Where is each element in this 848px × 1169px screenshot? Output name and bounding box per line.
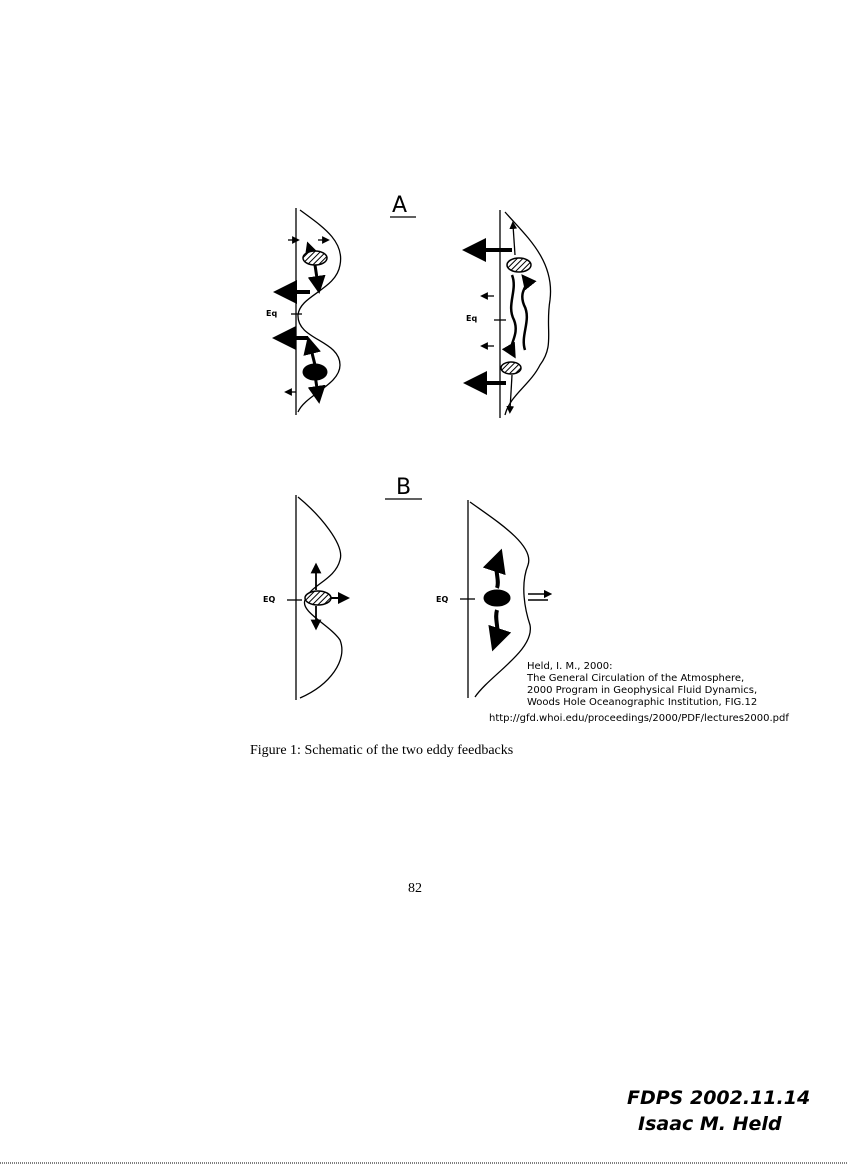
citation-line: Held, I. M., 2000: [527,661,613,672]
eq-label-a-left: Eq [266,309,278,318]
panel-a-left-diagram [284,208,341,415]
stamp-line-1: FDPS 2002.11.14 [627,1087,811,1109]
eddy-icon [303,251,327,265]
panel-b-label: B [396,475,412,500]
eq-label-a-right: Eq [466,314,478,323]
eddy-icon [484,590,510,606]
eddy-icon [305,591,331,605]
eddy-icon [507,258,531,272]
figure-caption: Figure 1: Schematic of the two eddy feedbacks [250,743,514,758]
panel-a-label: A [392,193,408,218]
eq-label-b-left: EQ [263,595,276,604]
citation-line: 2000 Program in Geophysical Fluid Dynamics, [527,685,758,696]
citation-block [527,661,757,709]
eq-label-b-right: EQ [436,595,449,604]
citation-line: Woods Hole Oceanographic Institution, FIG.12 [527,697,758,708]
panel-a-right-diagram [474,210,551,418]
eddy-icon [303,364,327,380]
stamp-line-2: Isaac M. Held [638,1113,782,1135]
page-number: 82 [408,881,422,896]
eddy-icon [501,362,521,374]
citation-url: http://gfd.whoi.edu/proceedings/2000/PDF/lectures2000.pdf [489,713,789,724]
citation-line: The General Circulation of the Atmosphere, [527,673,745,684]
